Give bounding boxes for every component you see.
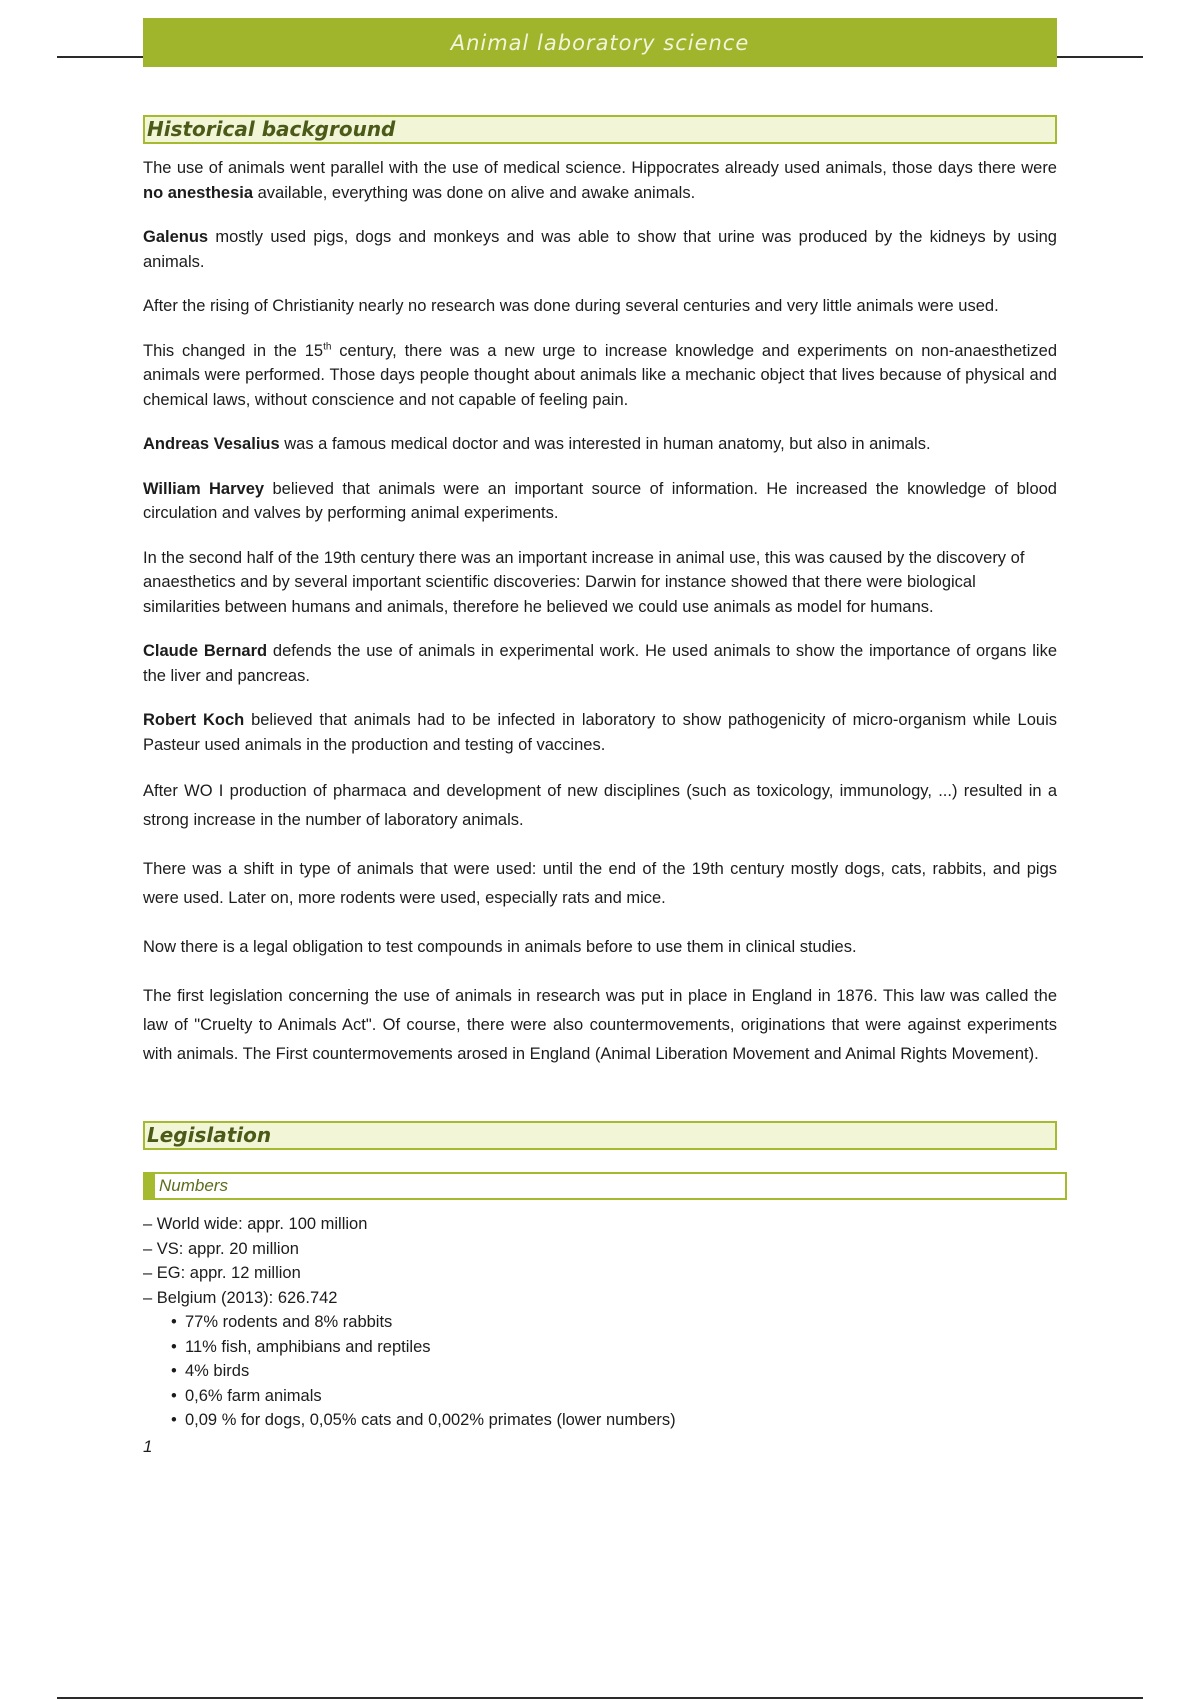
p8-text: defends the use of animals in experimental work. He used animals to show the importance of organs like the liver and pancreas.: [143, 642, 1057, 685]
p4-superscript: th: [323, 341, 332, 352]
p9-bold: Robert Koch: [143, 711, 245, 729]
paragraph-9: [143, 708, 1057, 757]
document-header-banner: [143, 18, 1057, 67]
list-item: • 4% birds: [171, 1359, 1057, 1384]
p4-text-c: century, there was a new urge to increase knowledge and experiments on non-anaesthetized animals were performed. Those days people thought about animals like a mechanic object that lives because of physical and chemical laws, without conscience and not capable of feeling pain.: [143, 341, 1058, 409]
numbers-list: [143, 1212, 1057, 1310]
p2-bold: Galenus: [143, 228, 209, 246]
paragraph-11: There was a shift in type of animals that were used: until the end of the 19th century mostly dogs, cats, rabbits, and pigs were used. Later on, more rodents were used, especially rats and mice.: [143, 860, 1057, 907]
paragraph-4: [143, 339, 1057, 413]
paragraph-10: After WO I production of pharmaca and development of new disciplines (such as toxicology, immunology, ...) resulted in a strong increase in the number of laboratory animals.: [143, 782, 1057, 829]
paragraph-12: Now there is a legal obligation to test compounds in animals before to use them in clinical studies.: [143, 938, 857, 956]
document-title: Animal laboratory science: [450, 30, 750, 55]
paragraph-1: [143, 156, 1057, 205]
paragraph-5: [143, 432, 1057, 457]
page-number: 1: [143, 1436, 153, 1456]
list-item: – VS: appr. 20 million: [143, 1237, 1057, 1262]
p6-text: believed that animals were an important source of information. He increased the knowledge of blood circulation and valves by performing animal experiments.: [143, 479, 1057, 522]
subheading-numbers: Numbers: [143, 1172, 1067, 1200]
p1-text-c: available, everything was done on alive and awake animals.: [253, 183, 696, 202]
paragraph-3: After the rising of Christianity nearly no research was done during several centuries and very little animals were used.: [143, 297, 999, 315]
p6-bold: William Harvey: [143, 479, 265, 498]
list-item: • 0,09 % for dogs, 0,05% cats and 0,002% primates (lower numbers): [171, 1408, 1057, 1433]
page-content: [143, 115, 1057, 1457]
belgium-breakdown-list: [143, 1310, 1057, 1433]
list-item: – World wide: appr. 100 million: [143, 1212, 1057, 1237]
p4-text-a: This changed in the 15: [143, 341, 324, 360]
paragraph-2: [143, 225, 1057, 274]
p1-text-a: The use of animals went parallel with the use of medical science. Hippocrates already used animals, those days there were: [143, 159, 1057, 177]
p5-bold: Andreas Vesalius: [143, 435, 280, 453]
paragraph-13: The first legislation concerning the use of animals in research was put in place in England in 1876. This law was called the law of "Cruelty to Animals Act". Of course, there were also countermovements, originations that were against experiments with animals. The First countermovements arosed in England (Animal Liberation Movement and Animal Rights Movement).: [143, 987, 1057, 1063]
heading-historical-background: Historical background: [143, 115, 1057, 144]
list-item: • 11% fish, amphibians and reptiles: [171, 1335, 1057, 1360]
p8-bold: Claude Bernard: [143, 642, 268, 660]
p5-text: was a famous medical doctor and was interested in human anatomy, but also in animals.: [279, 435, 931, 453]
paragraph-8: [143, 639, 1057, 688]
list-item: – EG: appr. 12 million: [143, 1261, 1057, 1286]
p2-text: mostly used pigs, dogs and monkeys and was able to show that urine was produced by the kidneys by using animals.: [143, 228, 1057, 271]
p1-bold: no anesthesia: [143, 183, 254, 202]
list-item: • 77% rodents and 8% rabbits: [171, 1310, 1057, 1335]
p9-text: believed that animals had to be infected in laboratory to show pathogenicity of micro-organism while Louis Pasteur used animals in the production and testing of vaccines.: [143, 711, 1057, 754]
footer-rule: [57, 1697, 1143, 1699]
heading-legislation: Legislation: [143, 1121, 1057, 1150]
paragraph-7: In the second half of the 19th century there was an important increase in animal use, this was caused by the discovery of anaesthetics and by several important scientific discoveries: Darwin for instance showed that there were biological similarities between humans and animals, therefore he believed we could use animals as model for humans.: [143, 548, 1025, 616]
paragraph-6: [143, 477, 1057, 526]
list-item: – Belgium (2013): 626.742: [143, 1286, 1057, 1311]
list-item: • 0,6% farm animals: [171, 1384, 1057, 1409]
